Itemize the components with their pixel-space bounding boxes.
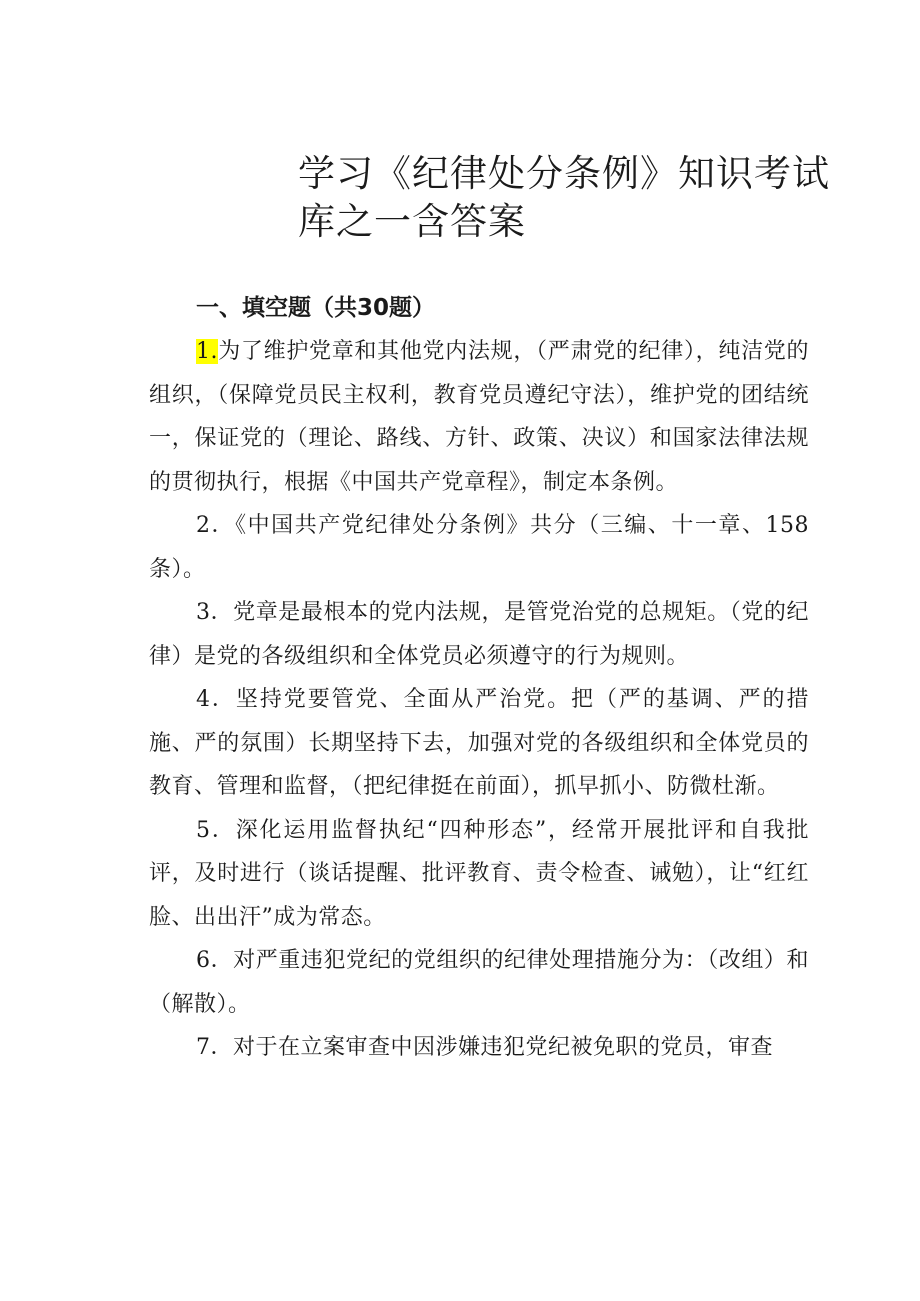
question-text: 为了维护党章和其他党内法规，（严肃党的纪律），纯洁党的组织，（保障党员民主权利，教育党员遵纪守法），维护党的团结统一，保证党的（理论、路线、方针、政策、决议）和国家法律法规的贯彻执行，根据《中国共产党章程》，制定本条例。 (149, 339, 809, 495)
document-title (298, 150, 858, 246)
question-number: 3． (196, 600, 234, 625)
question-1 (149, 330, 809, 504)
question-text: 对于在立案审查中因涉嫌违犯党纪被免职的党员，审查 (233, 1035, 774, 1060)
question-3 (149, 591, 809, 678)
question-5 (149, 809, 809, 940)
question-number: 6． (196, 948, 234, 973)
question-number: 2． (196, 513, 236, 538)
question-number: 4． (196, 687, 236, 712)
title-line-2: 库之一含答案 (298, 200, 526, 243)
question-text: 深化运用监督执纪“四种形态”，经常开展批评和自我批评，及时进行（谈话提醒、批评教育、责令检查、诫勉），让“红红脸、出出汗”成为常态。 (149, 817, 810, 930)
question-4 (149, 678, 809, 809)
question-number-highlighted: 1. (196, 339, 218, 364)
section-heading: 一、填空题（共30题） (196, 295, 436, 321)
question-6 (149, 939, 809, 1026)
question-text: 对严重违犯党纪的党组织的纪律处理措施分为：（改组）和（解散）。 (149, 948, 809, 1017)
question-text: 《中国共产党纪律处分条例》共分（三编、十一章、158条）。 (149, 513, 809, 582)
question-text: 坚持党要管党、全面从严治党。把（严的基调、严的措施、严的氛围）长期坚持下去，加强对党的各级组织和全体党员的教育、管理和监督，（把纪律挺在前面），抓早抓小、防微杜渐。 (149, 687, 809, 799)
question-list (149, 330, 809, 1070)
question-2 (149, 504, 809, 591)
question-number: 7． (196, 1035, 233, 1060)
question-text: 党章是最根本的党内法规，是管党治党的总规矩。（党的纪律）是党的各级组织和全体党员必须遵守的行为规则。 (149, 600, 809, 669)
question-7 (149, 1026, 809, 1070)
title-line-1: 学习《纪律处分条例》知识考试 (298, 152, 830, 195)
question-number: 5． (196, 817, 236, 843)
